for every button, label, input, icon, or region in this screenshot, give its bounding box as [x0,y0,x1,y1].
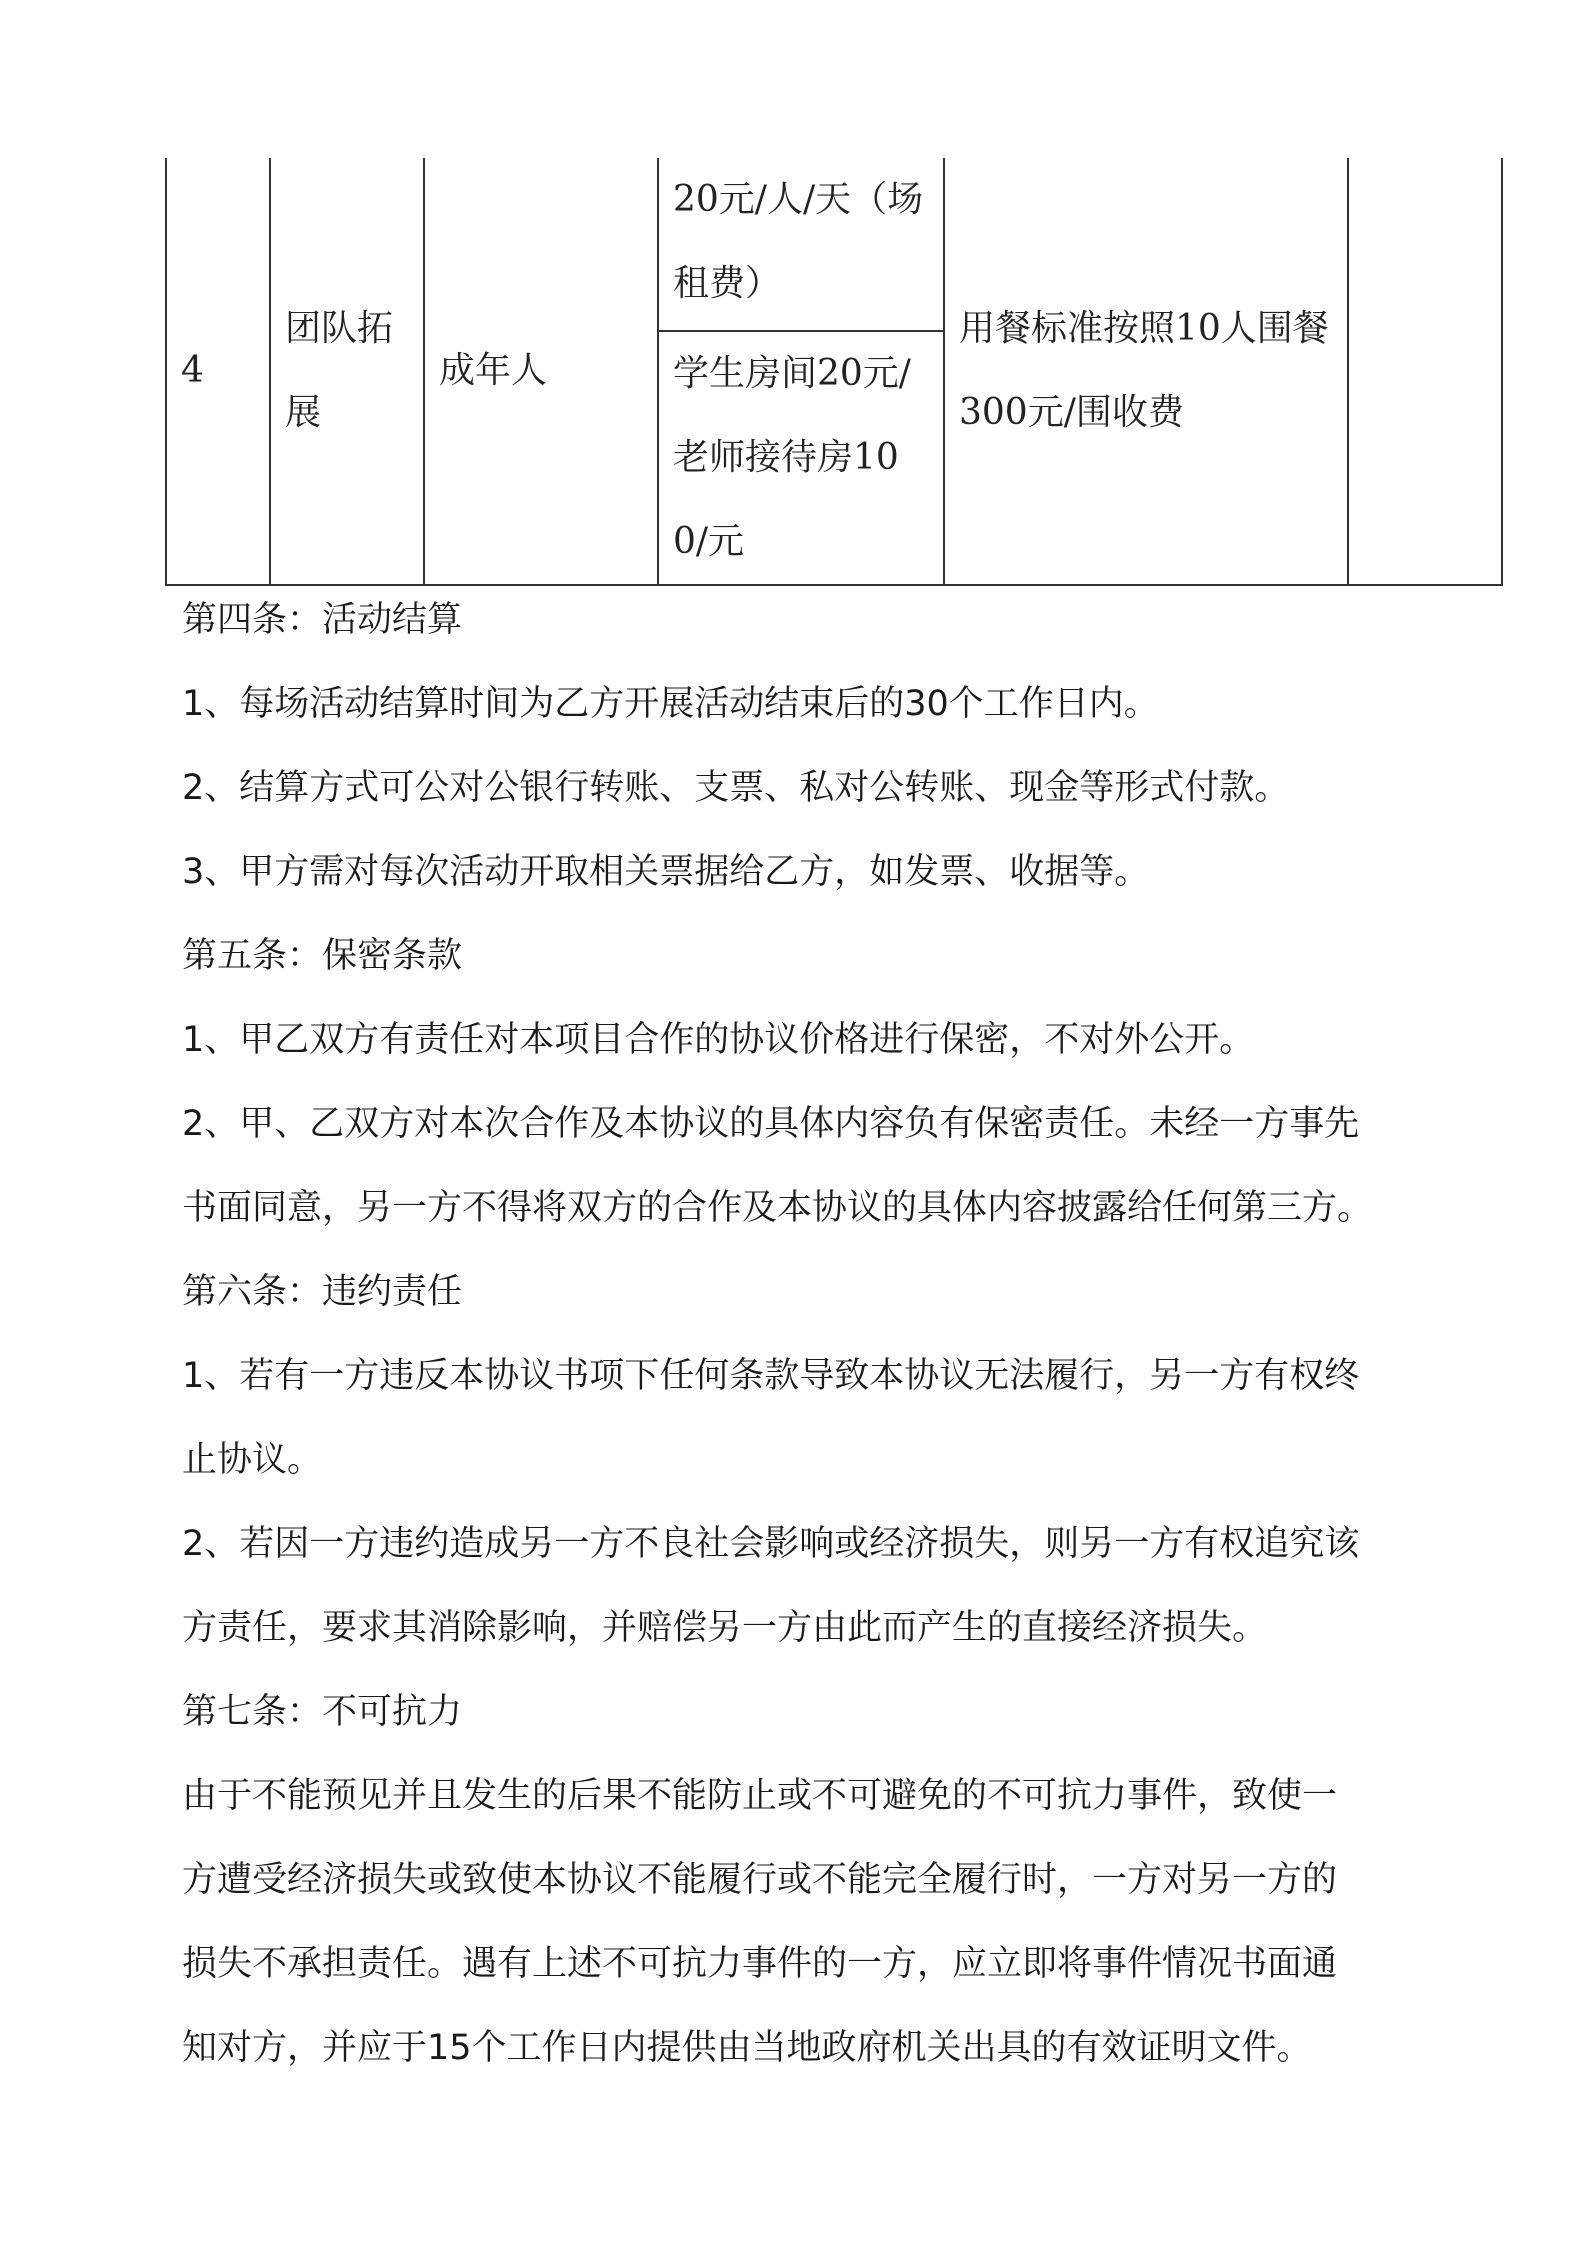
paragraph-line: 书面同意，另一方不得将双方的合作及本协议的具体内容披露给任何第三方。 [182,1188,1373,1228]
cell-note [1348,158,1502,585]
cell-meal: 用餐标准按照10人围餐300元/围收费 [944,158,1348,585]
paragraph-line: 3、甲方需对每次活动开取相关票据给乙方，如发票、收据等。 [182,852,1150,892]
cell-fee-room: 学生房间20元/老师接待房100/元 [658,331,944,585]
paragraph-line: 止协议。 [182,1440,323,1480]
paragraph-line: 方责任，要求其消除影响，并赔偿另一方由此而产生的直接经济损失。 [182,1608,1268,1648]
cell-audience: 成年人 [424,158,658,585]
cell-category: 团队拓展 [270,158,424,585]
cell-fee-site: 20元/人/天（场租费） [658,158,944,331]
paragraph-line: 知对方，并应于15个工作日内提供由当地政府机关出具的有效证明文件。 [182,2028,1312,2068]
paragraph-line: 1、每场活动结算时间为乙方开展活动结束后的30个工作日内。 [182,684,1159,724]
clauses-text [182,578,1442,2090]
fee-table [165,158,1503,586]
paragraph-line: 方遭受经济损失或致使本协议不能履行或不能完全履行时，一方对另一方的 [182,1860,1338,1900]
paragraph-line: 1、若有一方违反本协议书项下任何条款导致本协议无法履行，另一方有权终 [182,1356,1360,1396]
heading-article-7: 第七条：不可抗力 [182,1692,463,1732]
heading-article-6: 第六条：违约责任 [182,1272,463,1312]
paragraph-line: 1、甲乙双方有责任对本项目合作的协议价格进行保密，不对外公开。 [182,1020,1255,1060]
paragraph-line: 由于不能预见并且发生的后果不能防止或不可避免的不可抗力事件，致使一 [182,1776,1338,1816]
cell-no: 4 [166,158,270,585]
heading-article-5: 第五条：保密条款 [182,936,463,976]
heading-article-4: 第四条：活动结算 [182,600,463,640]
table-row [166,158,1502,331]
paragraph-line: 2、甲、乙双方对本次合作及本协议的具体内容负有保密责任。未经一方事先 [182,1104,1360,1144]
paragraph-line: 损失不承担责任。遇有上述不可抗力事件的一方，应立即将事件情况书面通 [182,1944,1338,1984]
paragraph-line: 2、结算方式可公对公银行转账、支票、私对公转账、现金等形式付款。 [182,768,1290,808]
paragraph-line: 2、若因一方违约造成另一方不良社会影响或经济损失，则另一方有权追究该 [182,1524,1360,1564]
